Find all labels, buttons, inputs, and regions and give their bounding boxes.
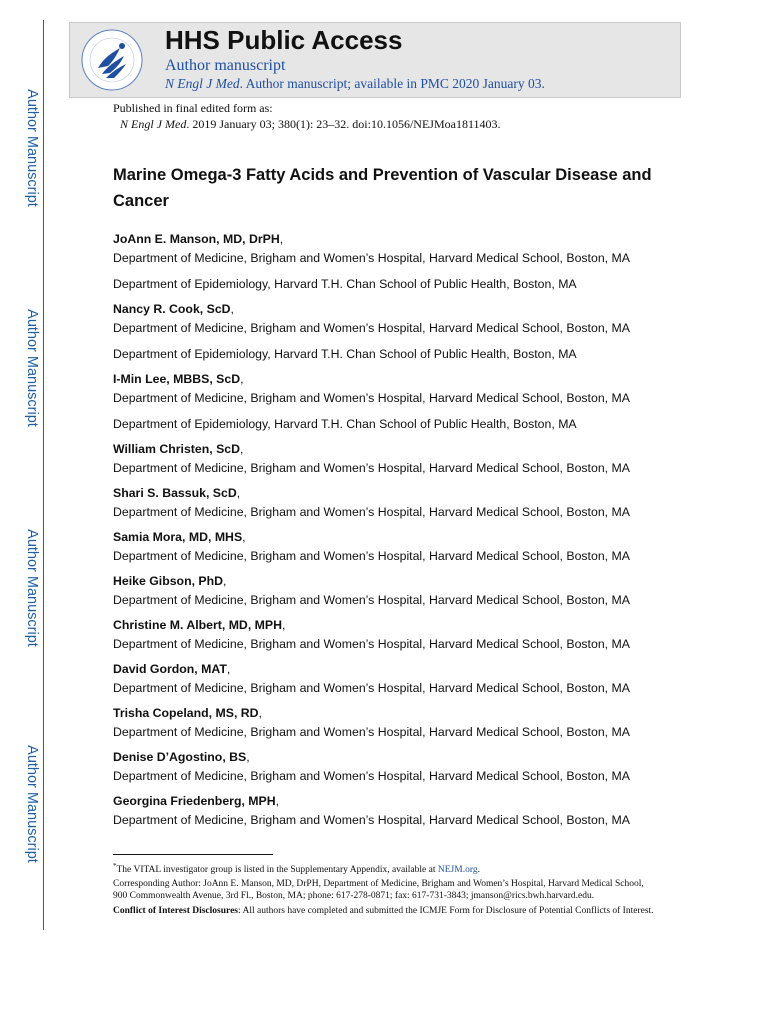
author-name-text: Georgina Friedenberg, MPH	[113, 794, 276, 808]
author-name-text: Shari S. Bassuk, ScD	[113, 486, 237, 500]
side-label-author-manuscript	[22, 78, 42, 218]
author-name: Samia Mora, MD, MHS,	[113, 530, 246, 544]
nejm-link[interactable]: NEJM.org	[437, 865, 478, 876]
author-name: Georgina Friedenberg, MPH,	[113, 794, 280, 808]
author-affiliation: Department of Epidemiology, Harvard T.H. Chan School of Public Health, Boston, MA	[113, 417, 577, 431]
author-affiliation: Department of Medicine, Brigham and Women’s Hospital, Harvard Medical School, Boston, MA	[113, 769, 630, 783]
author-affiliation: Department of Medicine, Brigham and Women’s Hospital, Harvard Medical School, Boston, MA	[113, 321, 630, 335]
author-affiliation: Department of Medicine, Brigham and Women’s Hospital, Harvard Medical School, Boston, MA	[113, 505, 630, 519]
hhs-seal-icon	[80, 28, 144, 92]
footnote-vital-text: The VITAL investigator group is listed in the Supplementary Appendix, available at	[116, 865, 438, 876]
author-name: I-Min Lee, MBBS, ScD,	[113, 372, 244, 386]
footnote-vital	[113, 861, 658, 877]
author-name-text: Heike Gibson, PhD	[113, 574, 224, 588]
author-name: David Gordon, MAT,	[113, 662, 231, 676]
author-name-text: Denise D’Agostino, BS	[113, 750, 247, 764]
side-label-text: Author Manuscript	[24, 89, 41, 207]
author-affiliation: Department of Medicine, Brigham and Women’s Hospital, Harvard Medical School, Boston, MA	[113, 813, 630, 827]
published-label: Published in final edited form as:	[113, 101, 273, 115]
side-label-text: Author Manuscript	[24, 309, 41, 427]
side-label-author-manuscript	[22, 518, 42, 658]
author-name: William Christen, ScD,	[113, 442, 244, 456]
side-label-author-manuscript	[22, 734, 42, 874]
coi-text: : All authors have completed and submitted the ICMJE Form for Disclosure of Potential Conflicts of Interest.	[237, 906, 654, 916]
hhs-banner	[69, 22, 681, 98]
author-affiliation: Department of Medicine, Brigham and Women’s Hospital, Harvard Medical School, Boston, MA	[113, 725, 630, 739]
side-label-author-manuscript	[22, 298, 42, 438]
published-citation-text: . 2019 January 03; 380(1): 23–32. doi:10.1056/NEJMoa1811403.	[186, 117, 501, 131]
author-name-text: I-Min Lee, MBBS, ScD	[113, 372, 241, 386]
banner-journal: N Engl J Med	[165, 76, 240, 91]
banner-subtitle: Author manuscript	[165, 57, 286, 74]
footnote-rule	[113, 854, 273, 855]
author-affiliation: Department of Medicine, Brigham and Women’s Hospital, Harvard Medical School, Boston, MA	[113, 593, 630, 607]
author-name: Heike Gibson, PhD,	[113, 574, 227, 588]
author-affiliation: Department of Epidemiology, Harvard T.H. Chan School of Public Health, Boston, MA	[113, 347, 577, 361]
banner-citation	[165, 76, 545, 92]
author-affiliation: Department of Medicine, Brigham and Women’s Hospital, Harvard Medical School, Boston, MA	[113, 251, 630, 265]
author-name: Nancy R. Cook, ScD,	[113, 302, 234, 316]
author-name-text: Christine M. Albert, MD, MPH	[113, 618, 282, 632]
published-citation	[113, 116, 501, 132]
banner-title: HHS Public Access	[165, 25, 403, 55]
side-rule	[43, 20, 44, 930]
author-name-text: Samia Mora, MD, MHS	[113, 530, 243, 544]
author-name: Shari S. Bassuk, ScD,	[113, 486, 241, 500]
author-name-text: JoAnn E. Manson, MD, DrPH	[113, 232, 280, 246]
author-affiliation: Department of Epidemiology, Harvard T.H. Chan School of Public Health, Boston, MA	[113, 277, 577, 291]
author-affiliation: Department of Medicine, Brigham and Women’s Hospital, Harvard Medical School, Boston, MA	[113, 461, 630, 475]
footnote-conflict-of-interest	[113, 906, 658, 918]
author-name-text: David Gordon, MAT	[113, 662, 227, 676]
published-journal: N Engl J Med	[120, 117, 187, 131]
author-affiliation: Department of Medicine, Brigham and Women’s Hospital, Harvard Medical School, Boston, MA	[113, 549, 630, 563]
side-label-text: Author Manuscript	[24, 745, 41, 863]
article-title: Marine Omega-3 Fatty Acids and Prevention of Vascular Disease and Cancer	[113, 166, 652, 210]
footnote-vital-end: .	[477, 865, 480, 876]
author-name: Christine M. Albert, MD, MPH,	[113, 618, 286, 632]
author-name-text: Nancy R. Cook, ScD	[113, 302, 231, 316]
author-name: JoAnn E. Manson, MD, DrPH,	[113, 232, 284, 246]
author-name: Denise D’Agostino, BS,	[113, 750, 250, 764]
published-note	[113, 100, 501, 132]
author-name: Trisha Copeland, MS, RD,	[113, 706, 262, 720]
footnote-marker: *	[113, 862, 117, 870]
author-affiliation: Department of Medicine, Brigham and Women’s Hospital, Harvard Medical School, Boston, MA	[113, 681, 630, 695]
banner-availability: . Author manuscript; available in PMC 2020 January 03.	[239, 76, 545, 91]
side-label-text: Author Manuscript	[24, 529, 41, 647]
author-affiliation: Department of Medicine, Brigham and Women’s Hospital, Harvard Medical School, Boston, MA	[113, 391, 630, 405]
footnote-corresponding-author: Corresponding Author: JoAnn E. Manson, MD, DrPH, Department of Medicine, Brigham and Women’s Hospital, Harvard Medical School, 900 Commonwealth Avenue, 3rd Fl., Boston, MA; phone: 617-278-0871; fax: 617-731-3843; jmanson@rics.bwh.harvard.edu.	[113, 879, 644, 901]
coi-label: Conflict of Interest Disclosures	[113, 906, 238, 916]
author-name-text: Trisha Copeland, MS, RD	[113, 706, 259, 720]
author-affiliation: Department of Medicine, Brigham and Women’s Hospital, Harvard Medical School, Boston, MA	[113, 637, 630, 651]
author-name-text: William Christen, ScD	[113, 442, 240, 456]
